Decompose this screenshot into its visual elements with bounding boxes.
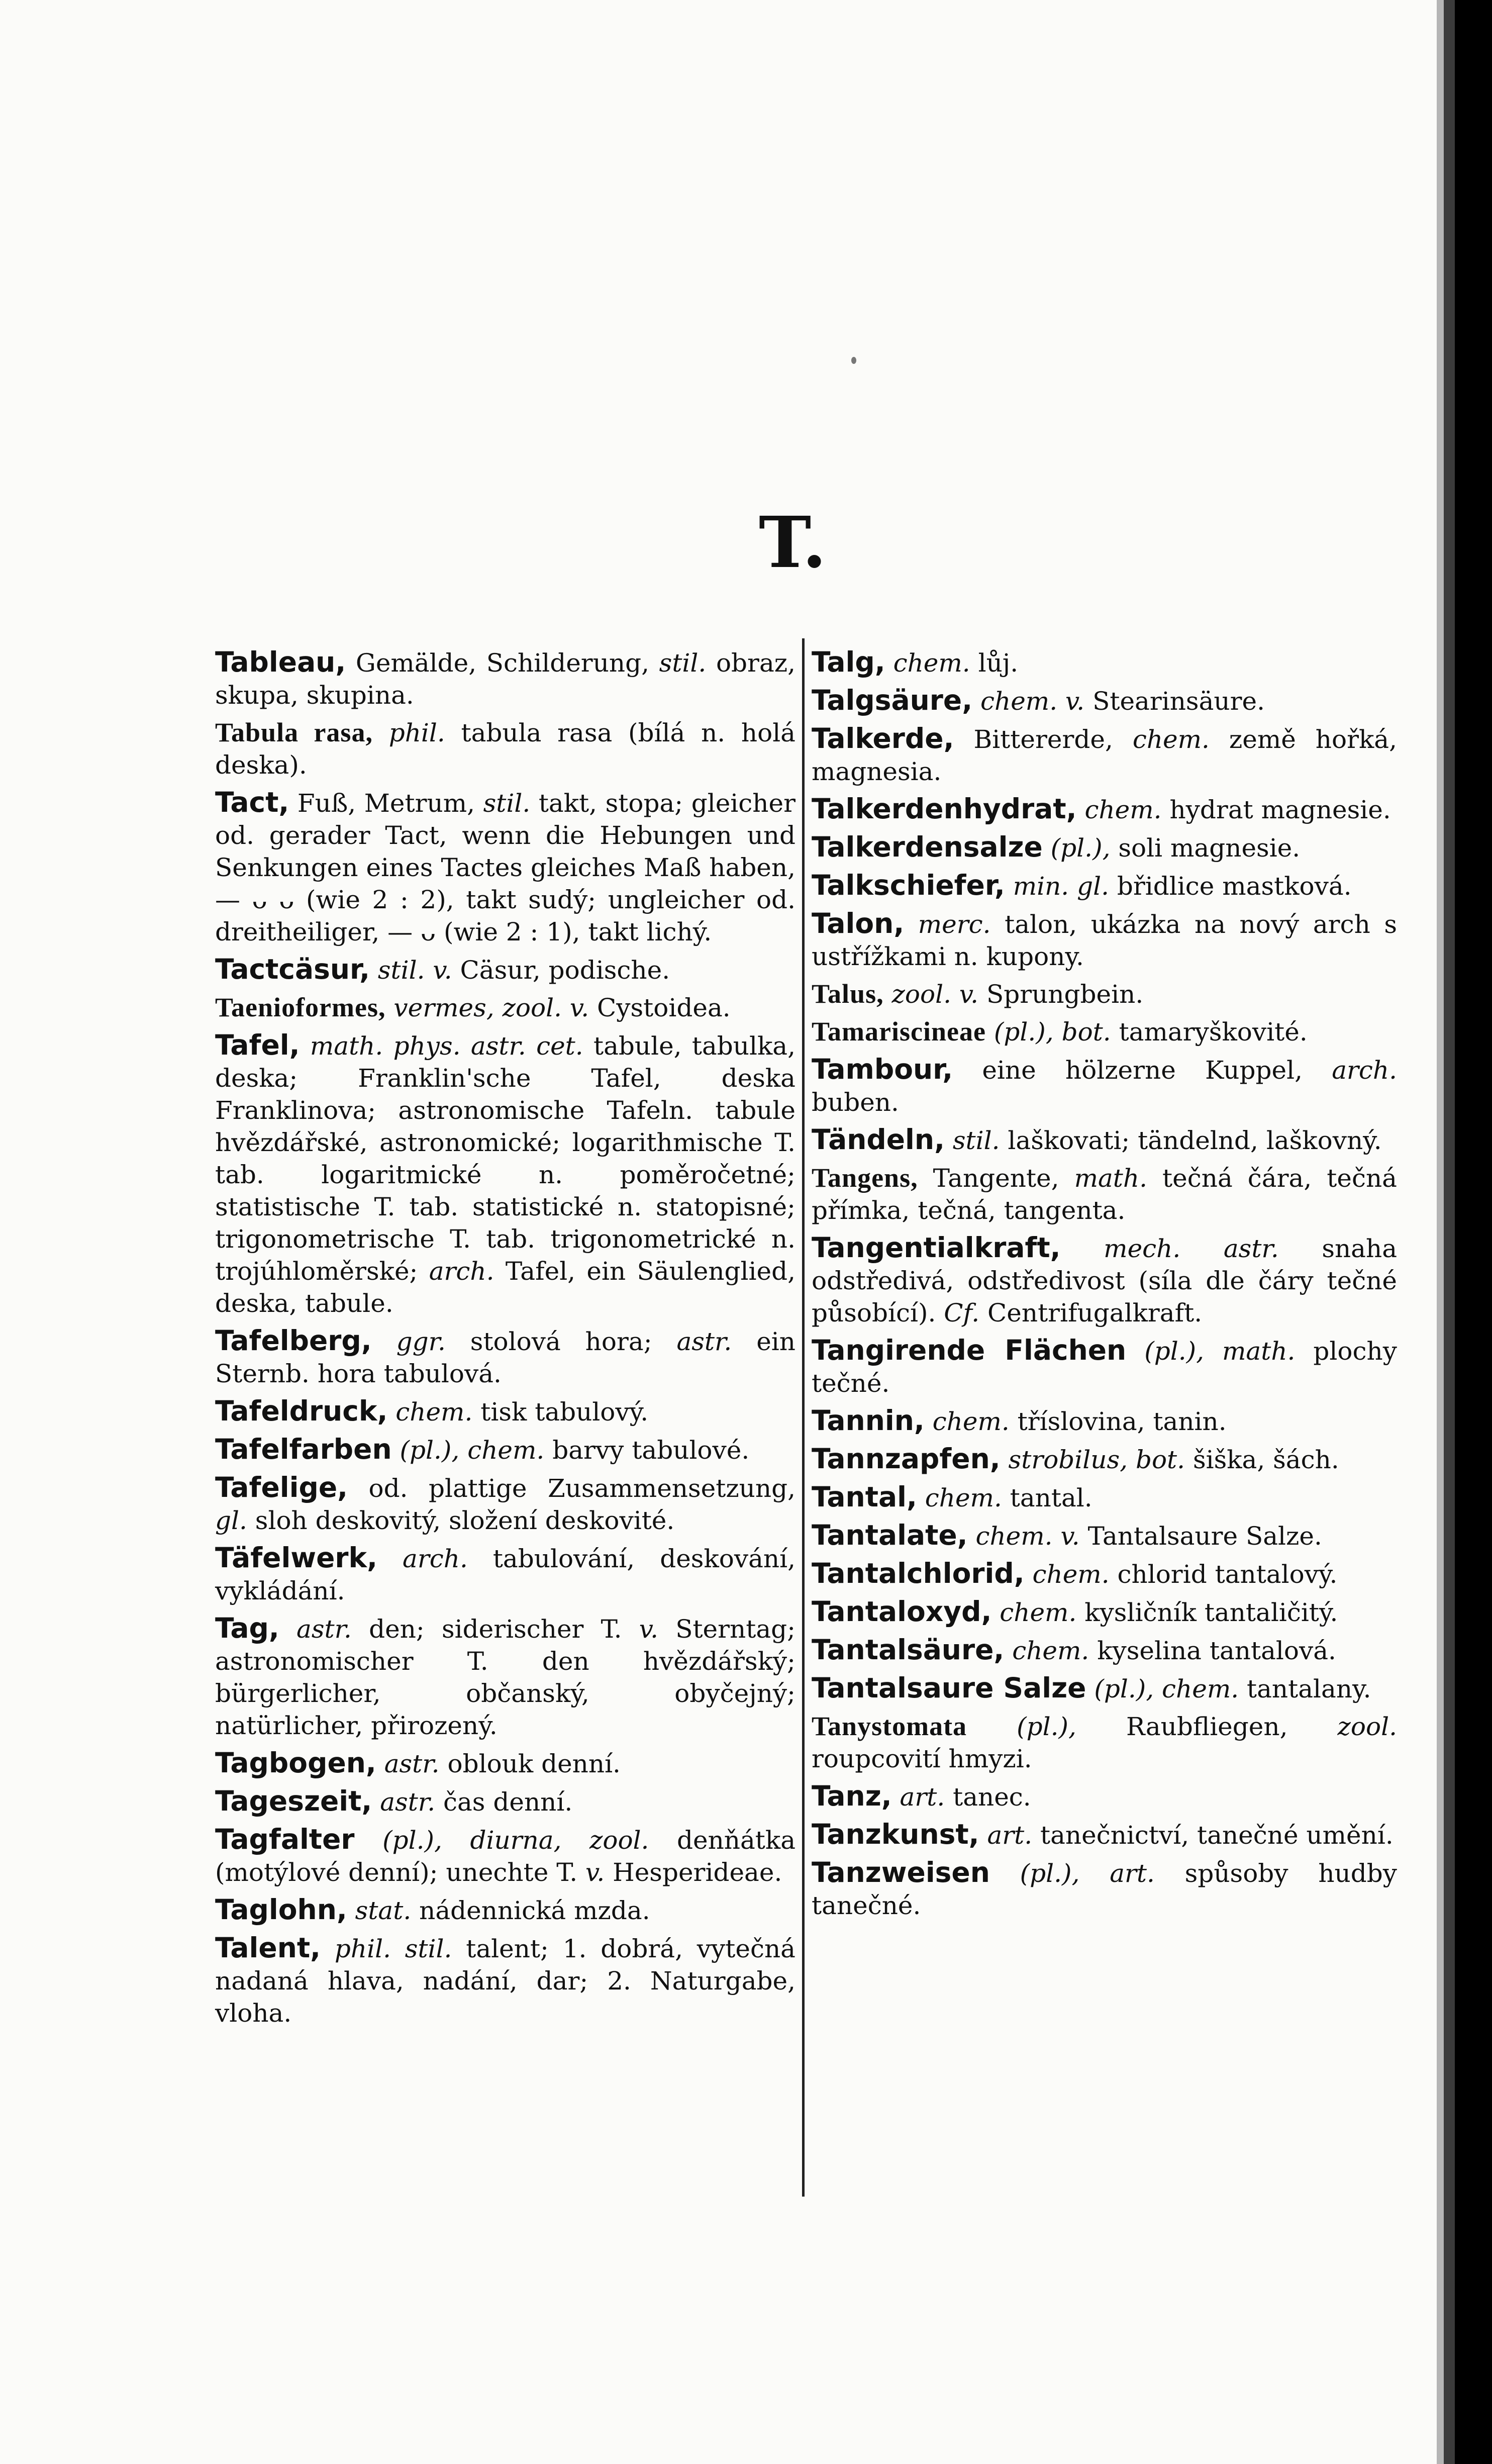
entry-abbreviation: stil.	[483, 789, 531, 818]
entry-headword: Tableau,	[215, 646, 346, 678]
entry-definition	[300, 1031, 310, 1061]
entry-definition	[370, 956, 378, 985]
entry-abbreviation: (pl.), chem.	[400, 1436, 545, 1465]
entry-abbreviation: chem.	[1012, 1636, 1089, 1665]
entry-definition: tanečnictví, tanečné umění.	[1032, 1821, 1394, 1850]
entry-headword: Tändeln,	[812, 1123, 945, 1156]
entry-definition: tabulování, deskování, vykládání.	[215, 1544, 795, 1605]
entry-definition	[979, 1821, 987, 1850]
entry-headword: Taenioformes,	[215, 992, 386, 1022]
left-column	[215, 646, 795, 2034]
entry-definition	[990, 1859, 1020, 1888]
entry-headword: Talkerdensalze	[812, 831, 1043, 863]
entry-definition: snaha odstředivá, odstředivost (síla dle čáry tečné působící).	[812, 1234, 1398, 1328]
entry-abbreviation: zool.	[1337, 1712, 1397, 1741]
entry-headword: Talon,	[812, 907, 905, 939]
entry-abbreviation: phil. stil.	[334, 1934, 452, 1963]
entry-abbreviation: stil.	[659, 648, 707, 678]
entry-definition: plochy tečné.	[812, 1337, 1397, 1398]
entry-headword: Tantalchlorid,	[812, 1557, 1025, 1589]
entry-headword: Tangentialkraft,	[812, 1231, 1061, 1264]
entry-headword: Tabula rasa,	[215, 717, 373, 747]
entry-headword: Talkerde,	[812, 722, 954, 754]
entry-definition: tečná čára, tečná přímka, tečná, tangenta.	[812, 1164, 1397, 1225]
entry-definition	[925, 1407, 933, 1436]
entry-definition	[1077, 795, 1085, 824]
entry-definition: buben.	[812, 1088, 899, 1117]
entry-headword: Tafelberg,	[215, 1324, 372, 1357]
entry-definition: tanec.	[945, 1782, 1031, 1812]
entry-definition	[986, 1017, 994, 1047]
entry-definition: břidlice mastková.	[1109, 872, 1352, 901]
dictionary-entry	[812, 1123, 1397, 1157]
entry-abbreviation: stil. v.	[377, 956, 452, 985]
entry-abbreviation: min. gl.	[1013, 872, 1109, 901]
entry-definition: Hesperideae.	[605, 1858, 782, 1887]
entry-definition	[968, 1522, 976, 1551]
dictionary-entry	[215, 716, 795, 781]
dictionary-entry	[215, 1433, 795, 1466]
entry-abbreviation: astr.	[384, 1749, 440, 1778]
dictionary-entry	[215, 1612, 795, 1742]
entry-headword: Taglohn,	[215, 1893, 347, 1926]
dictionary-entry	[215, 1324, 795, 1390]
entry-definition	[1025, 1560, 1033, 1589]
entry-definition	[991, 1598, 1000, 1627]
entry-definition	[376, 1749, 384, 1778]
entry-abbreviation: chem.	[395, 1397, 473, 1427]
entry-definition	[917, 1483, 925, 1512]
entry-abbreviation: chem.	[1132, 725, 1210, 754]
entry-definition: roupcovití hmyzi.	[812, 1744, 1032, 1773]
entry-abbreviation: strobilus, bot.	[1008, 1445, 1185, 1474]
entry-abbreviation: chem. v.	[980, 687, 1085, 716]
entry-abbreviation: chem.	[1000, 1598, 1077, 1627]
entry-definition: soli magnesie.	[1110, 833, 1301, 863]
entry-definition: tamaryškovité.	[1111, 1017, 1308, 1047]
entry-abbreviation: ggr.	[396, 1327, 446, 1356]
page-edge-shadow	[1437, 0, 1444, 2464]
entry-abbreviation: stil.	[952, 1126, 1000, 1155]
entry-abbreviation: v.	[585, 1858, 605, 1887]
entry-abbreviation: v.	[639, 1615, 658, 1644]
dictionary-entry	[215, 1542, 795, 1607]
entry-definition: Gemälde, Schilderung,	[346, 648, 659, 678]
dictionary-entry	[215, 786, 795, 948]
entry-definition: nádennická mzda.	[411, 1896, 650, 1925]
entry-definition: Tangente,	[918, 1164, 1074, 1193]
entry-definition: Tafel, ein Säulenglied, deska, tabule.	[215, 1257, 795, 1318]
entry-definition: oblouk denní.	[439, 1749, 621, 1778]
dictionary-entry	[812, 1404, 1397, 1438]
entry-abbreviation: math. phys. astr. cet.	[310, 1031, 583, 1061]
entry-abbreviation: arch.	[429, 1257, 494, 1286]
column-divider	[802, 638, 805, 2197]
entry-abbreviation: (pl.),	[1017, 1712, 1076, 1741]
entry-definition: Bittererde,	[954, 725, 1133, 754]
entry-definition	[355, 1826, 383, 1855]
dictionary-entry	[812, 1015, 1397, 1048]
entry-definition: kyselina tantalová.	[1089, 1636, 1336, 1665]
entry-headword: Tangirende Flächen	[812, 1334, 1127, 1366]
entry-headword: Tafel,	[215, 1029, 300, 1061]
dictionary-entry	[812, 869, 1397, 902]
entry-abbreviation: art.	[987, 1821, 1033, 1850]
entry-headword: Tagfalter	[215, 1823, 355, 1855]
entry-definition	[321, 1934, 335, 1963]
section-letter-heading: T.	[759, 502, 827, 584]
dictionary-entry	[812, 1780, 1397, 1813]
dictionary-entry	[812, 722, 1397, 788]
dictionary-entry	[812, 831, 1397, 864]
entry-definition: eine hölzerne Kuppel,	[953, 1056, 1332, 1085]
entry-definition: chlorid tantalový.	[1109, 1560, 1338, 1589]
entry-definition: hydrat magnesie.	[1161, 795, 1391, 824]
entry-definition	[904, 910, 918, 939]
entry-definition: denňátka (motýlové denní); unechte T.	[215, 1826, 795, 1887]
entry-headword: Tagbogen,	[215, 1747, 376, 1779]
entry-abbreviation: chem.	[893, 648, 970, 678]
entry-headword: Talgsäure,	[812, 684, 973, 716]
dictionary-entry	[812, 646, 1397, 679]
entry-headword: Talg,	[812, 646, 885, 678]
dictionary-entry	[812, 1710, 1397, 1775]
dictionary-entry	[812, 1481, 1397, 1514]
entry-definition	[373, 718, 389, 747]
dictionary-entry	[812, 684, 1397, 717]
entry-headword: Tageszeit,	[215, 1785, 372, 1817]
entry-abbreviation: (pl.), math.	[1144, 1337, 1296, 1366]
entry-definition: Raubfliegen,	[1076, 1712, 1338, 1741]
dictionary-entry	[215, 1893, 795, 1927]
right-column	[812, 646, 1397, 1927]
entry-headword: Tanystomata	[812, 1711, 967, 1741]
entry-abbreviation: (pl.),	[1050, 833, 1111, 863]
dictionary-entry	[812, 1443, 1397, 1476]
entry-definition: den; siderischer T.	[351, 1615, 639, 1644]
entry-definition: Sterntag; astronomischer T. den hvězdářský; bürgerlicher, občanský, obyčejný; natürlicher, přirozený.	[215, 1615, 796, 1740]
entry-headword: Talent,	[215, 1932, 321, 1964]
entry-definition	[972, 687, 980, 716]
entry-definition: Stearinsäure.	[1084, 687, 1265, 716]
dictionary-entry	[812, 1672, 1397, 1705]
entry-headword: Tantalsäure,	[812, 1634, 1005, 1666]
entry-abbreviation: stat.	[355, 1896, 412, 1925]
entry-definition: Sprungbein.	[978, 980, 1144, 1009]
dictionary-entry	[812, 1557, 1397, 1590]
entry-abbreviation: astr.	[676, 1327, 732, 1356]
dictionary-entry	[812, 978, 1397, 1010]
entry-definition: takt, stopa; gleicher od. gerader Tact, wenn die Hebungen und Senkungen eines Tactes gleiches Maß haben, — ᴗ ᴗ (wie 2 : 2), takt sudý; ungleicher od. dreitheiliger, — ᴗ (wie 2 : 1), takt lichý.	[215, 789, 795, 946]
entry-abbreviation: (pl.), bot.	[993, 1017, 1111, 1047]
dictionary-entry	[215, 1471, 795, 1537]
entry-definition	[372, 1787, 380, 1817]
entry-definition: talon, ukázka na nový arch s ustřížkami n. kupony.	[812, 910, 1397, 971]
entry-definition: barvy tabulové.	[544, 1436, 750, 1465]
dictionary-entry	[812, 1856, 1397, 1922]
dictionary-entry	[215, 1932, 795, 2029]
entry-definition	[892, 1782, 900, 1812]
dictionary-entry	[812, 1519, 1397, 1552]
entry-definition	[392, 1436, 400, 1465]
entry-headword: Tantalate,	[812, 1519, 968, 1551]
entry-abbreviation: (pl.), diurna, zool.	[382, 1826, 649, 1855]
entry-definition: ein Sternb. hora tabulová.	[215, 1327, 795, 1388]
entry-definition	[945, 1126, 953, 1155]
entry-headword: Talkerdenhydrat,	[812, 793, 1077, 825]
entry-definition: Fuß, Metrum,	[289, 789, 483, 818]
entry-abbreviation: arch.	[1332, 1056, 1397, 1085]
dictionary-entry	[215, 1747, 795, 1780]
entry-headword: Tactcäsur,	[215, 953, 370, 985]
entry-headword: Tangens,	[812, 1163, 918, 1193]
entry-definition: od. plattige Zusammensetzung,	[348, 1474, 795, 1503]
entry-definition: lůj.	[970, 648, 1019, 678]
entry-definition: Tantalsaure Salze.	[1079, 1522, 1322, 1551]
dictionary-entry	[215, 646, 795, 711]
entry-definition	[1086, 1674, 1094, 1703]
dictionary-entry	[215, 1823, 795, 1888]
entry-definition: Cystoidea.	[589, 993, 731, 1022]
entry-headword: Tanz,	[812, 1780, 892, 1812]
entry-abbreviation: gl.	[215, 1506, 247, 1535]
entry-definition	[1001, 1445, 1009, 1474]
dictionary-entry	[812, 1334, 1397, 1399]
entry-headword: Tafeldruck,	[215, 1395, 388, 1427]
entry-abbreviation: (pl.), art.	[1020, 1859, 1155, 1888]
dictionary-entry	[215, 1395, 795, 1428]
entry-definition: země hořká, magnesia.	[812, 725, 1397, 786]
entry-definition: stolová hora;	[445, 1327, 677, 1356]
entry-definition: tabule, tabulka, deska; Franklin'sche Tafel, deska Franklinova; astronomische Tafeln. tabule hvězdářské, astronomické; logarithmische T. tab. logaritmické n. poměročetné; statistische T. tab. statistické n. statopisné; trigonometrische T. tab. trigonometrické n. trojúhloměrské;	[215, 1031, 795, 1286]
entry-definition: tantal.	[1002, 1483, 1092, 1512]
entry-definition: tantalany.	[1239, 1674, 1371, 1703]
entry-abbreviation: astr.	[296, 1615, 352, 1644]
entry-definition: talent; 1. dobrá, vytečná nadaná hlava, nadání, dar; 2. Naturgabe, vloha.	[215, 1934, 795, 2028]
entry-abbreviation: arch.	[403, 1544, 468, 1573]
entry-abbreviation: phil.	[388, 718, 445, 747]
dictionary-entry	[812, 793, 1397, 826]
entry-definition: laškovati; tändelnd, laškovný.	[1000, 1126, 1382, 1155]
entry-definition: tříslovina, tanin.	[1009, 1407, 1227, 1436]
entry-definition	[387, 1397, 395, 1427]
dictionary-entry	[215, 953, 795, 986]
page-edge-shade	[1444, 0, 1455, 2464]
entry-definition	[885, 648, 893, 678]
entry-definition	[1126, 1337, 1144, 1366]
entry-definition: šiška, šách.	[1185, 1445, 1339, 1474]
entry-headword: Tact,	[215, 786, 289, 818]
entry-definition	[1004, 1636, 1012, 1665]
entry-headword: Tag,	[215, 1612, 279, 1644]
entry-headword: Tafelige,	[215, 1471, 348, 1503]
dictionary-entry	[812, 1818, 1397, 1851]
entry-abbreviation: (pl.), chem.	[1094, 1674, 1239, 1703]
entry-headword: Tantalsaure Salze	[812, 1672, 1086, 1704]
entry-headword: Tamariscineae	[812, 1016, 986, 1047]
entry-headword: Tanzweisen	[812, 1856, 990, 1888]
entry-definition	[1061, 1234, 1104, 1263]
entry-abbreviation: mech. astr.	[1104, 1234, 1279, 1263]
entry-definition	[372, 1327, 396, 1356]
entry-definition: sloh deskovitý, složení deskovité.	[247, 1506, 675, 1535]
entry-definition	[1043, 833, 1051, 863]
entry-definition	[884, 980, 892, 1009]
dictionary-entry	[812, 1634, 1397, 1667]
entry-definition	[377, 1544, 403, 1573]
entry-abbreviation: chem. v.	[975, 1522, 1080, 1551]
dictionary-entry	[215, 1029, 795, 1319]
entry-definition: Centrifugalkraft.	[979, 1298, 1203, 1328]
page-edge-border	[1455, 0, 1492, 2464]
entry-definition	[967, 1712, 1017, 1741]
entry-abbreviation: zool. v.	[891, 980, 979, 1009]
entry-headword: Tambour,	[812, 1053, 953, 1085]
entry-abbreviation: merc.	[918, 910, 991, 939]
entry-abbreviation: vermes, zool. v.	[393, 993, 589, 1022]
entry-headword: Tanzkunst,	[812, 1818, 979, 1850]
entry-definition	[385, 993, 393, 1022]
entry-definition: obraz, skupa, skupina.	[215, 648, 795, 710]
entry-abbreviation: astr.	[380, 1787, 436, 1817]
entry-definition: čas denní.	[435, 1787, 573, 1817]
entry-headword: Tannzapfen,	[812, 1443, 1001, 1475]
entry-abbreviation: chem.	[925, 1483, 1002, 1512]
entry-definition: kysličník tantaličitý.	[1076, 1598, 1338, 1627]
entry-abbreviation: math.	[1074, 1164, 1147, 1193]
entry-abbreviation: art.	[900, 1782, 945, 1812]
dictionary-entry	[812, 1162, 1397, 1226]
entry-headword: Talkschiefer,	[812, 869, 1005, 901]
entry-headword: Talus,	[812, 979, 884, 1009]
entry-headword: Tantal,	[812, 1481, 917, 1513]
entry-abbreviation: chem.	[932, 1407, 1010, 1436]
dictionary-entry	[812, 1053, 1397, 1118]
ink-speck	[851, 357, 856, 364]
entry-abbreviation: chem.	[1032, 1560, 1110, 1589]
entry-definition	[1005, 872, 1013, 901]
entry-definition	[347, 1896, 355, 1925]
entry-definition: tisk tabulový.	[472, 1397, 649, 1427]
entry-headword: Tantaloxyd,	[812, 1595, 992, 1628]
entry-abbreviation: chem.	[1084, 795, 1162, 824]
entry-definition: spůsoby hudby tanečné.	[812, 1859, 1397, 1920]
entry-headword: Tannin,	[812, 1404, 925, 1437]
dictionary-entry	[812, 907, 1397, 973]
dictionary-entry	[812, 1595, 1397, 1629]
entry-headword: Tafelfarben	[215, 1433, 392, 1465]
entry-abbreviation: Cf.	[944, 1298, 980, 1328]
entry-definition: Cäsur, podische.	[452, 956, 670, 985]
dictionary-entry	[215, 991, 795, 1024]
dictionary-entry	[812, 1231, 1397, 1329]
entry-definition	[279, 1615, 296, 1644]
entry-headword: Täfelwerk,	[215, 1542, 378, 1574]
dictionary-entry	[215, 1785, 795, 1818]
entry-definition: tabula rasa (bílá n. holá deska).	[215, 718, 795, 780]
